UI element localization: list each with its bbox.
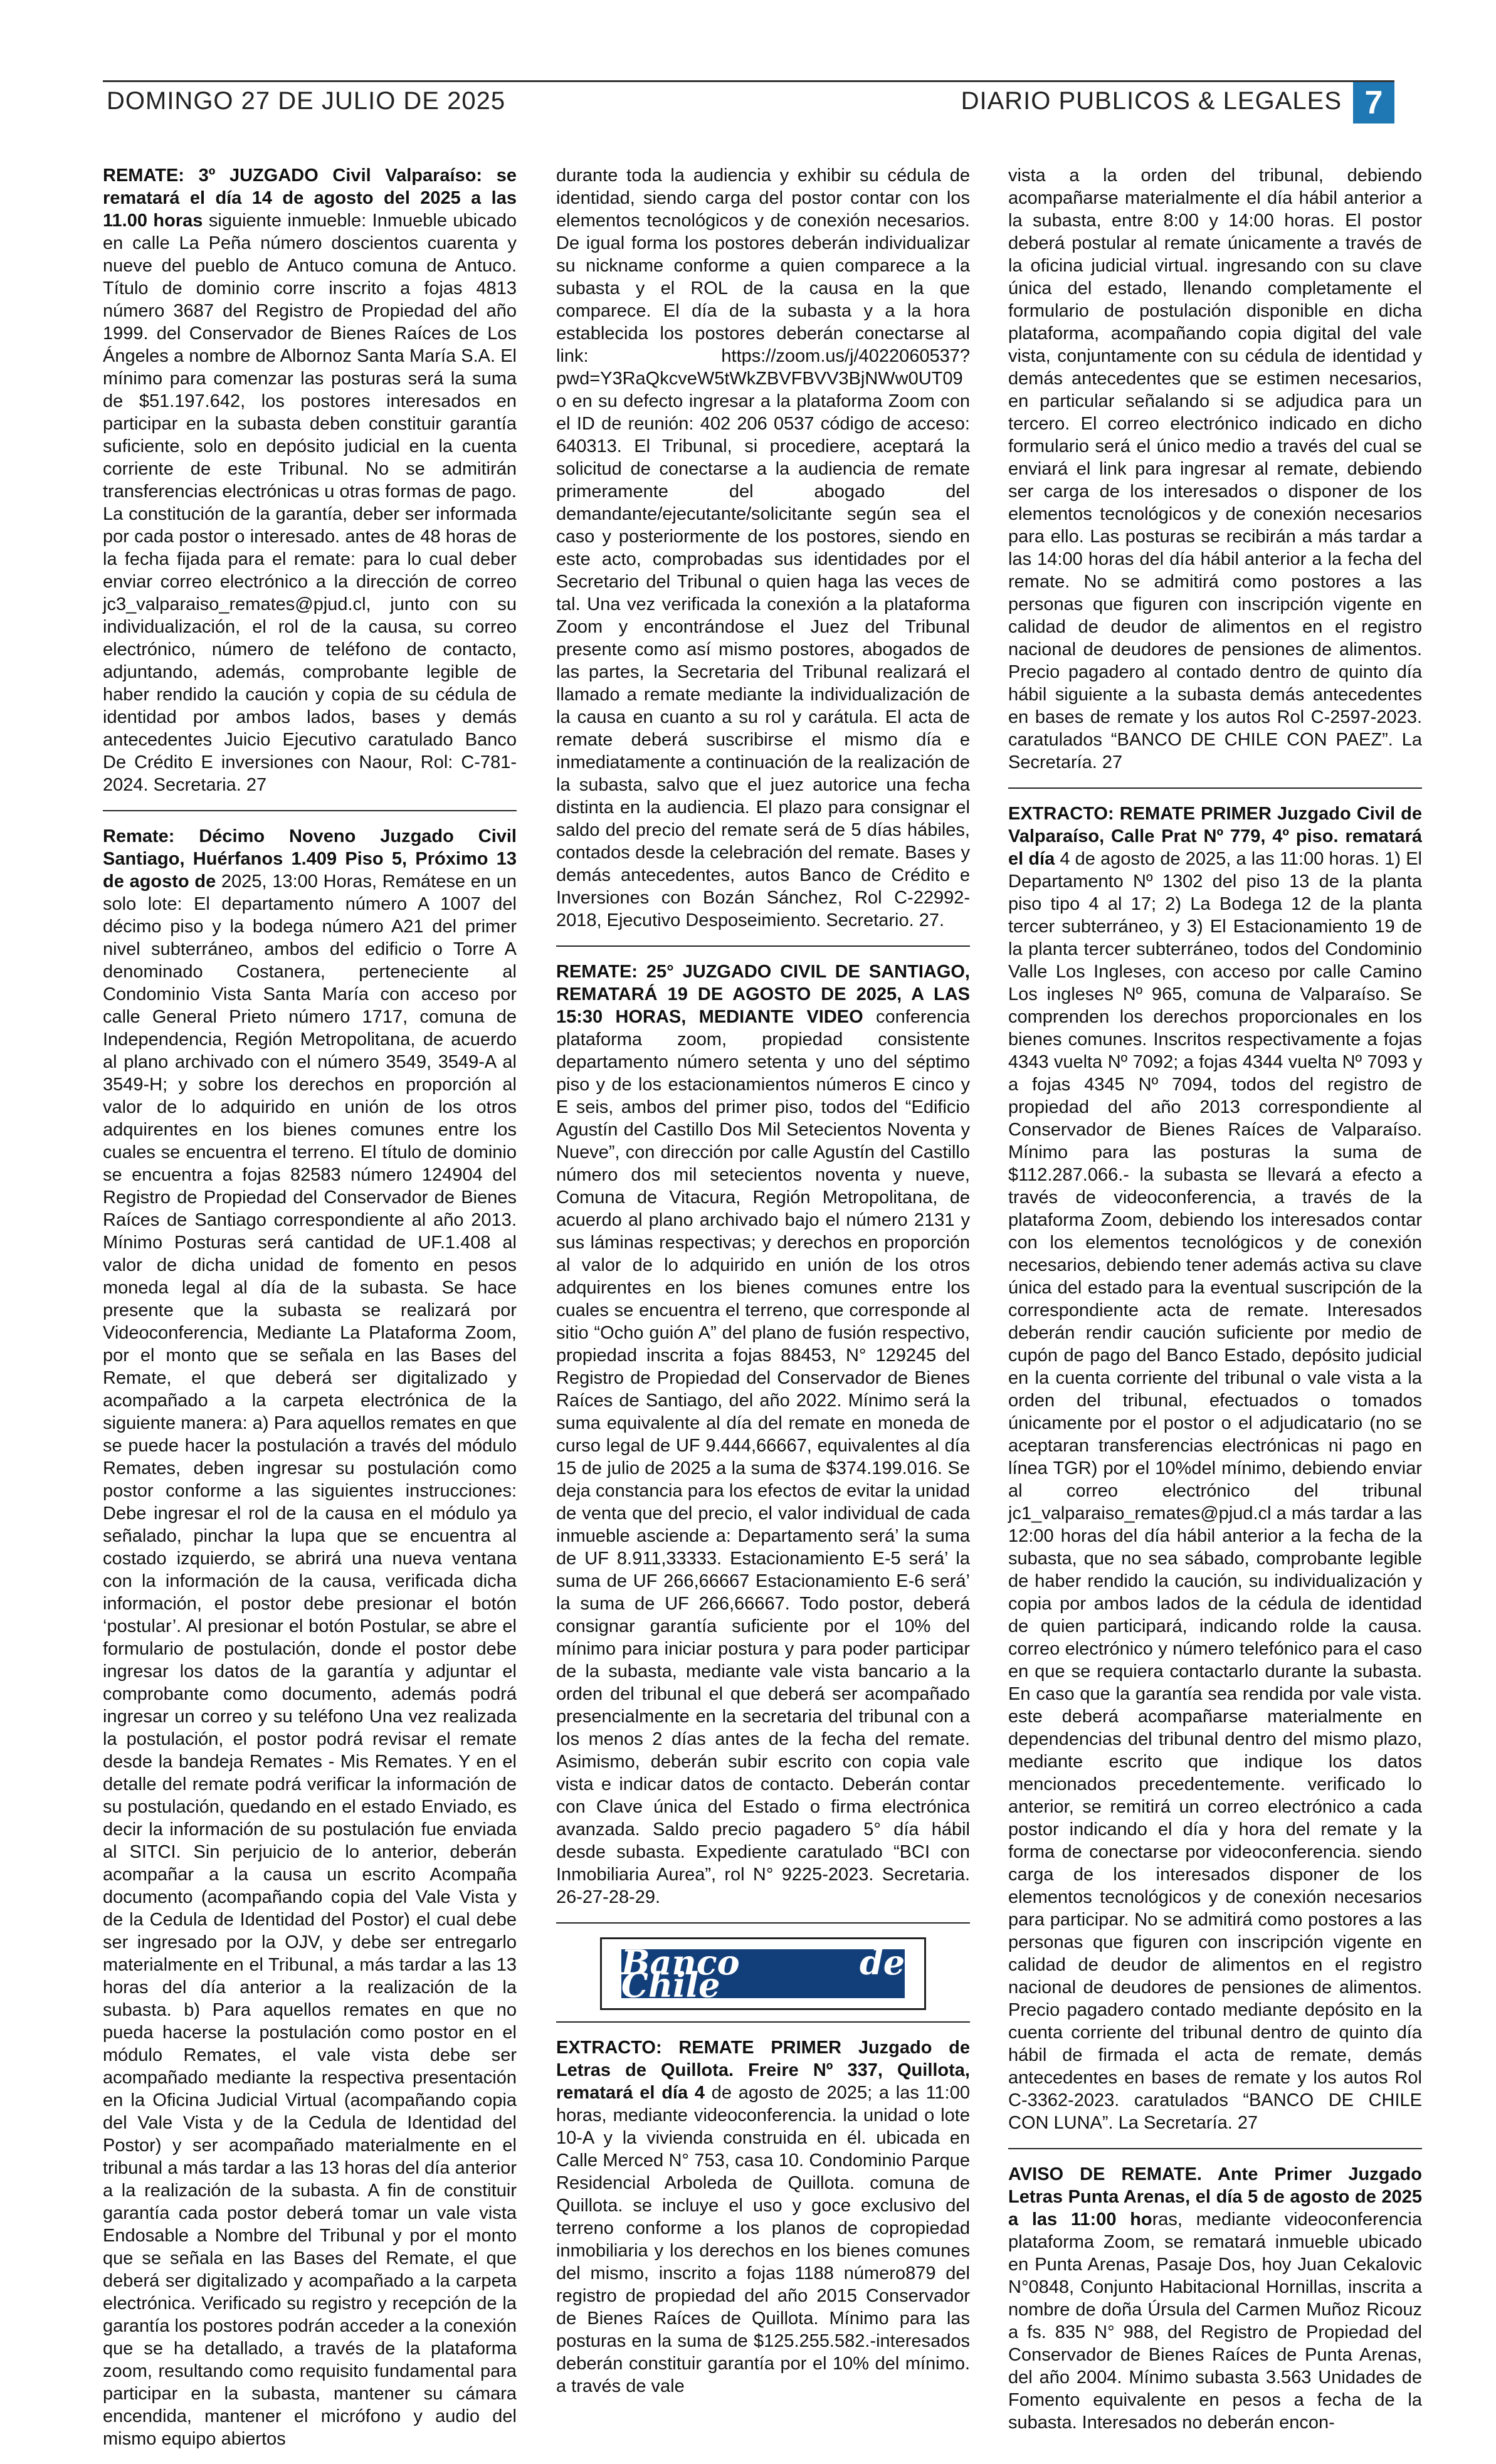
notice-body: de agosto de 2025; a las 11:00 horas, mediante videoconferencia. la unidad o lote 10-A y la vivienda construida en él. ubicada en Calle Merced N° 753, casa 10. Condominio Parque Residencial Arboleda de Quillota. comuna de Quillota. se incluye el uso y goce exclusivo del terreno conforme a los planos de copropiedad inmobiliaria y los derechos en los bienes comunes del mismo, inscrito a fojas 1188 número879 del registro de propiedad del año 2015 Conservador de Bienes Raíces de Quillota. Mínimo para las posturas en la suma de $125.255.582.-interesados deberán constituir garantía por el 10% del mínimo. a través de vale [556,2083,970,2396]
notice-extracto-quillota [556,2036,970,2398]
column-left [103,164,517,2464]
column-middle [556,164,970,2411]
notice-body: 4 de agosto de 2025, a las 11:00 horas. 1) El Departamento Nº 1302 del piso 13 de la planta piso tipo 4 al 17; 2) La Bodega 12 de la planta tercer subterráneo, y 3) El Estacionamiento 19 de la planta tercer subterráneo, todos del Condominio Valle Los Ingleses, con acceso por calle Camino Los ingleses Nº 965, comuna de Valparaíso. Se comprenden los derechos proporcionales en los bienes comunes. Inscritos respectivamente a fojas 4343 vuelta Nº 7092; a fojas 4344 vuelta Nº 7093 y a fojas 4345 Nº 7094, todos del registro de propiedad del año 2013 correspondiente al Conservador de Bienes Raíces de Valparaíso. Mínimo para las posturas la suma de $112.287.066.- la subasta se llevará a efecto a través de videoconferencia, a través de la plataforma Zoom, debiendo los interesados contar con los elementos tecnológicos y de conexión necesarios, debiendo tener además activa su clave única del estado para la eventual suscripción de la correspondiente acta de remate. Interesados deberán rendir caución suficiente por medio de cupón de pago del Banco Estado, depósito judicial en la cuenta corriente del tribunal o vale vista a la orden del tribunal, efectuados o tomados únicamente por el postor o el adjudicatario (no se aceptaran transferencias electrónicas ni pago en línea TGR) por el 10%del mínimo, debiendo enviar al correo electrónico del tribunal jc1_valparaiso_remates@pjud.cl a más tardar a las 12:00 horas del día hábil anterior a la fecha de la subasta, que no sea sábado, comprobante legible de haber rendido la caución, su individualización y copia por ambos lados de la cédula de identidad de quien participará, indicando rolde la causa. correo electrónico y número telefónico para el caso en que se requiera contactarlo durante la subasta. En caso que la garantía sea rendida por vale vista. este deberá acompañarse materialmente en dependencias del tribunal dentro del mismo plazo, mediante escrito que indique los datos mencionados precedentemente. verificado lo anterior, se remitirá un correo electrónico a cada postor indicando el día y hora del remate y la forma de conectarse por videoconferencia. siendo carga de los interesados disponer de los elementos tecnológicos y de conexión necesarios para participar. No se admitirá como postores a las personas que figuren con inscripción vigente en calidad de deudor de alimentos en el registro nacional de deudores de pensiones de alimentos. Precio pagadero contado mediante depósito en la cuenta corriente del tribunal dentro de quinto día hábil de firmada el acta de remate, demás antecedentes en bases de remate y los autos Rol C-3362-2023. caratulados “BANCO DE CHILE CON LUNA”. La Secretaría. 27 [1008,849,1422,2133]
notice-heading: AVISO DE REMATE. Ante Primer Juzgado Letras Punta Arenas, el día 5 de agosto de 2025 a las 11:00 ho [1008,2164,1422,2230]
notice-divider [1008,2148,1422,2149]
notice-continuation [1008,164,1422,774]
column-right [1008,164,1422,2448]
notice-divider [103,810,517,811]
notice-divider [556,945,970,947]
notice-body: vista a la orden del tribunal, debiendo acompañarse materialmente el día hábil anterior a la subasta, entre 8:00 y 14:00 horas. El postor deberá postular al remate únicamente a través de la oficina judicial virtual. ingresando con su clave única del estado, llenando completamente el formulario de postulación disponible en dicha plataforma, acompañando copia digital del vale vista, conjuntamente con su cédula de identidad y demás antecedentes que se estimen necesarios, en particular señalando si se adjudica para un tercero. El correo electrónico indicado en dicho formulario será el único medio a través del cual se enviará el link para ingresar al remate, debiendo ser carga de los interesados o disponer de los elementos tecnológicos y de conexión necesarios para ello. Las posturas se recibirán a más tardar a las 14:00 horas del día hábil anterior a la fecha del remate. No se admitirá como postores a las personas que figuren con inscripción vigente en calidad de deudor de alimentos en el registro nacional de deudores de pensiones de alimentos. Precio pagadero al contado dentro de quinto día hábil siguiente a la subasta demás antecedentes en bases de remate y los autos Rol C-2597-2023. caratulados “BANCO DE CHILE CON PAEZ”. La Secretaría. 27 [1008,166,1422,772]
banco-de-chile-logo: Banco de Chile [621,1942,905,2005]
notice-divider [556,1922,970,1924]
header-date: DOMINGO 27 DE JULIO DE 2025 [107,87,506,115]
notice-body: siguiente inmueble: Inmueble ubicado en calle La Peña número doscientos cuarenta y nueve del pueblo de Antuco comuna de Antuco. Título de dominio corre inscrito a fojas 4813 número 3687 del Registro de Propiedad del año 1999. del Conservador de Bienes Raíces de Los Ángeles a nombre de Albornoz Santa María S.A. El mínimo para comenzar las posturas será la suma de $51.197.642, los postores interesados en participar en la subasta deben constituir garantía suficiente, solo en depósito judicial en la cuenta corriente de este Tribunal. No se admitirán transferencias electrónicas u otras formas de pago. La constitución de la garantía, deber ser informada por cada postor o interesado. antes de 48 horas de la fecha fijada para el remate: para lo cual deber enviar correo electrónico a la dirección de correo jc3_valparaiso_remates@pjud.cl, junto con su individualización, el rol de la causa, su correo electrónico, número de teléfono de contacto, adjuntando, además, comprobante legible de haber rendido la caución y copia de su cédula de identidad por ambos lados, bases y demás antecedentes Juicio Ejecutivo caratulado Banco De Crédito E inversiones con Naour, Rol: C-781-2024. Secretaria. 27 [103,211,517,795]
page-number-badge: 7 [1353,82,1394,124]
notice-heading: REMATE: 25° JUZGADO CIVIL DE SANTIAGO, REMATARÁ 19 DE AGOSTO DE 2025, A LAS 15:30 HORAS, MEDIANTE VIDEO [556,962,970,1027]
notice-remate-3-juzgado-valparaiso [103,164,517,796]
notice-body: 2025, 13:00 Horas, Remátese en un solo lote: El departamento número A 1007 del décimo piso y la bodega número A21 del primer nivel subterráneo, ambos del edificio o Torre A denominado Costanera, perteneciente al Condominio Vista Santa María con acceso por calle General Prieto número 1717, comuna de Independencia, Región Metropolitana, de acuerdo al plano archivado con el número 3549, 3549-A al 3549-H; y sobre los derechos en proporción al valor de lo adquirido en unión de los otros adquirentes en los bienes comunes entre los cuales se encuentra el terreno. El título de dominio se encuentra a fojas 82583 número 124904 del Registro de Propiedad del Conservador de Bienes Raíces de Santiago correspondiente al año 2013. Mínimo Posturas será cantidad de UF.1.408 al valor de dicha unidad de fomento en pesos moneda legal al día de la subasta. Se hace presente que la subasta se realizará por Videoconferencia, Mediante La Plataforma Zoom, por el monto que se señala en las Bases del Remate, el que deberá ser digitalizado y acompañado a la carpeta electrónica de la siguiente manera: a) Para aquellos remates en que se puede hacer la postulación a través del módulo Remates, deben ingresar su postulación como postor conforme a las siguientes instrucciones: Debe ingresar el rol de la causa en el módulo ya señalado, pinchar la lupa que se encuentra al costado izquierdo, se abrirá una nueva ventana con la información de la causa, verificada dicha información, el postor debe presionar el botón ‘postular’. Al presionar el botón Postular, se abre el formulario de postulación, donde el postor debe ingresar los datos de la garantía y adjuntar el comprobante como documento, además podrá ingresar un correo y su teléfono Una vez realizada la postulación, el postor podrá revisar el remate desde la bandeja Remates - Mis Remates. Y en el detalle del remate podrá verificar la información de su postulación, quedando en el estado Enviado, es decir la información de su postulación fue enviada al SITCI. Sin perjuicio de lo anterior, deberán acompañar a la causa un escrito Acompaña documento (acompañando copia del Vale Vista y de la Cedula de Identidad del Postor) el cual debe ser ingresado por la OJV, y debe ser entregarlo materialmente en el Tribunal, a más tardar a las 13 horas del día anterior a la realización de la subasta. b) Para aquellos remates en que no pueda hacerse la postulación como postor en el módulo Remates, el vale vista debe ser acompañado mediante la respectiva presentación en la Oficina Judicial Virtual (acompañando copia del Vale Vista y de la Cedula de Identidad del Postor) y ser acompañado materialmente en el tribunal a más tardar a las 13 horas del día anterior a la realización de la subasta. A fin de constituir garantía cada postor deberá tomar un vale vista Endosable a Nombre del Tribunal y por el monto que se señala en las Bases del Remate, el que deberá ser digitalizado y acompañado a la carpeta electrónica. Verificado su registro y recepción de la garantía los postores podrán acceder a la conexión que se ha detallado, a través de la plataforma zoom, resultando como requisito fundamental para participar en la subasta, mantener su cámara encendida, mantener el micrófono y audio del mismo equipo abiertos [103,871,517,2449]
notice-extracto-valparaiso [1008,803,1422,2134]
notice-heading: EXTRACTO: REMATE PRIMER Juzgado de Letras de Quillota. Freire Nº 337, Quillota, rematará el día 4 [556,2038,970,2103]
notice-remate-19-juzgado-santiago [103,825,517,2450]
notice-body: ras, mediante videoconferencia plataforma Zoom, se rematará inmueble ubicado en Punta Arenas, Pasaje Dos, hoy Juan Cekalovic N°0848, Conjunto Habitacional Hornillas, inscrita a nombre de doña Úrsula del Carmen Muñoz Ricouz a fs. 835 N° 988, del Registro de Propiedad del Conservador de Bienes Raíces de Punta Arenas, del año 2004. Mínimo subasta 3.563 Unidades de Fomento equivalente en pesos a fecha de la subasta. Interesados no deberán encon- [1008,2209,1422,2433]
banco-de-chile-logo-frame [600,1937,926,2010]
page-header [103,80,1394,126]
header-newspaper-name: DIARIO PUBLICOS & LEGALES [961,87,1342,115]
notice-divider [1008,787,1422,789]
notice-remate-25-juzgado-santiago [556,961,970,1909]
notice-body: conferencia plataforma zoom, propiedad consistente departamento número setenta y uno del séptimo piso y de los estacionamientos números E cinco y E seis, ambos del primer piso, todos del “Edificio Agustín del Castillo Dos Mil Setecientos Noventa y Nueve”, con dirección por calle Agustín del Castillo número dos mil setecientos noventa y nueve, Comuna de Vitacura, Región Metropolitana, de acuerdo al plano archivado bajo el número 2131 y sus láminas respectivas; y derechos en proporción al valor de lo adquirido en unión de los otros adquirentes en los bienes comunes entre los cuales se encuentra el terreno, que corresponde al sitio “Ocho guión A” del plano de fusión respectivo, propiedad inscrita a fojas 88453, N° 129245 del Registro de Propiedad del Conservador de Bienes Raíces de Santiago, del año 2022. Mínimo será la suma equivalente al día del remate en moneda de curso legal de UF 9.444,66667, equivalentes al día 15 de julio de 2025 a la suma de $374.199.016. Se deja constancia para los efectos de evitar la unidad de venta que del precio, el valor individual de cada inmueble asciende a: Departamento será’ la suma de UF 8.911,33333. Estacionamiento E-5 será’ la suma de UF 266,66667 Estacionamiento E-6 será’ la suma de UF 266,66667. Todo postor, deberá consignar garantía suficiente por el 10% del mínimo para iniciar postura y para poder participar de la subasta, mediante vale vista bancario a la orden del tribunal el que deberá ser acompañado presencialmente en la secretaria del tribunal con a los menos 2 días antes de la fecha del remate. Asimismo, deberán subir escrito con copia vale vista e indicar datos de contacto. Deberán contar con Clave única del Estado o firma electrónica avanzada. Saldo precio pagadero 5° día hábil desde subasta. Expediente caratulado “BCI con Inmobiliaria Aurea”, rol N° 9225-2023. Secretaria. 26-27-28-29. [556,1007,970,1907]
notice-divider [556,2021,970,2023]
notice-heading: EXTRACTO: REMATE PRIMER Juzgado Civil de Valparaíso, Calle Prat Nº 779, 4º piso. rematará el día [1008,804,1422,869]
notice-heading: Remate: Décimo Noveno Juzgado Civil Santiago, Huérfanos 1.409 Piso 5, Próximo 13 de agosto de [103,826,517,892]
notice-aviso-punta-arenas [1008,2163,1422,2434]
notice-body: durante toda la audiencia y exhibir su cédula de identidad, siendo carga del postor contar con los elementos tecnológicos y de conexión necesarios. De igual forma los postores deberán individualizar su nickname conforme a quien comparece a la subasta y el ROL de la causa en la que comparece. El día de la subasta y a la hora establecida los postores deberán conectarse al link: https://zoom.us/j/4022060537?pwd=Y3RaQkcveW5tWkZBVFBVV3BjNWw0UT09 o en su defecto ingresar a la plataforma Zoom con el ID de reunión: 402 206 0537 código de acceso: 640313. El Tribunal, si procediere, aceptará la solicitud de conectarse a la audiencia de remate primeramente del abogado del demandante/ejecutante/solicitante según sea el caso y posteriormente de los postores, siendo en este acto, comprobadas sus identidades por el Secretario del Tribunal o quien haga las veces de tal. Una vez verificada la conexión a la plataforma Zoom y encontrándose el Juez del Tribunal presente como así mismo postores, abogados de las partes, la Secretaria del Tribunal realizará el llamado a remate mediante la individualización de la causa en cuanto a su rol y carátula. El acta de remate deberá suscribirse el mismo día e inmediatamente a continuación de la realización de la subasta, salvo que el juez autorice una fecha distinta en la audiencia. El plazo para consignar el saldo del precio del remate será de 5 días hábiles, contados desde la celebración del remate. Bases y demás antecedentes, autos Banco de Crédito e Inversiones con Bozán Sánchez, Rol C-22992-2018, Ejecutivo Desposeimiento. Secretario. 27. [556,166,970,930]
notice-continuation [556,164,970,932]
notice-heading: REMATE: 3º JUZGADO Civil Valparaíso: se rematará el día 14 de agosto del 2025 a las 11.00 horas [103,166,517,231]
